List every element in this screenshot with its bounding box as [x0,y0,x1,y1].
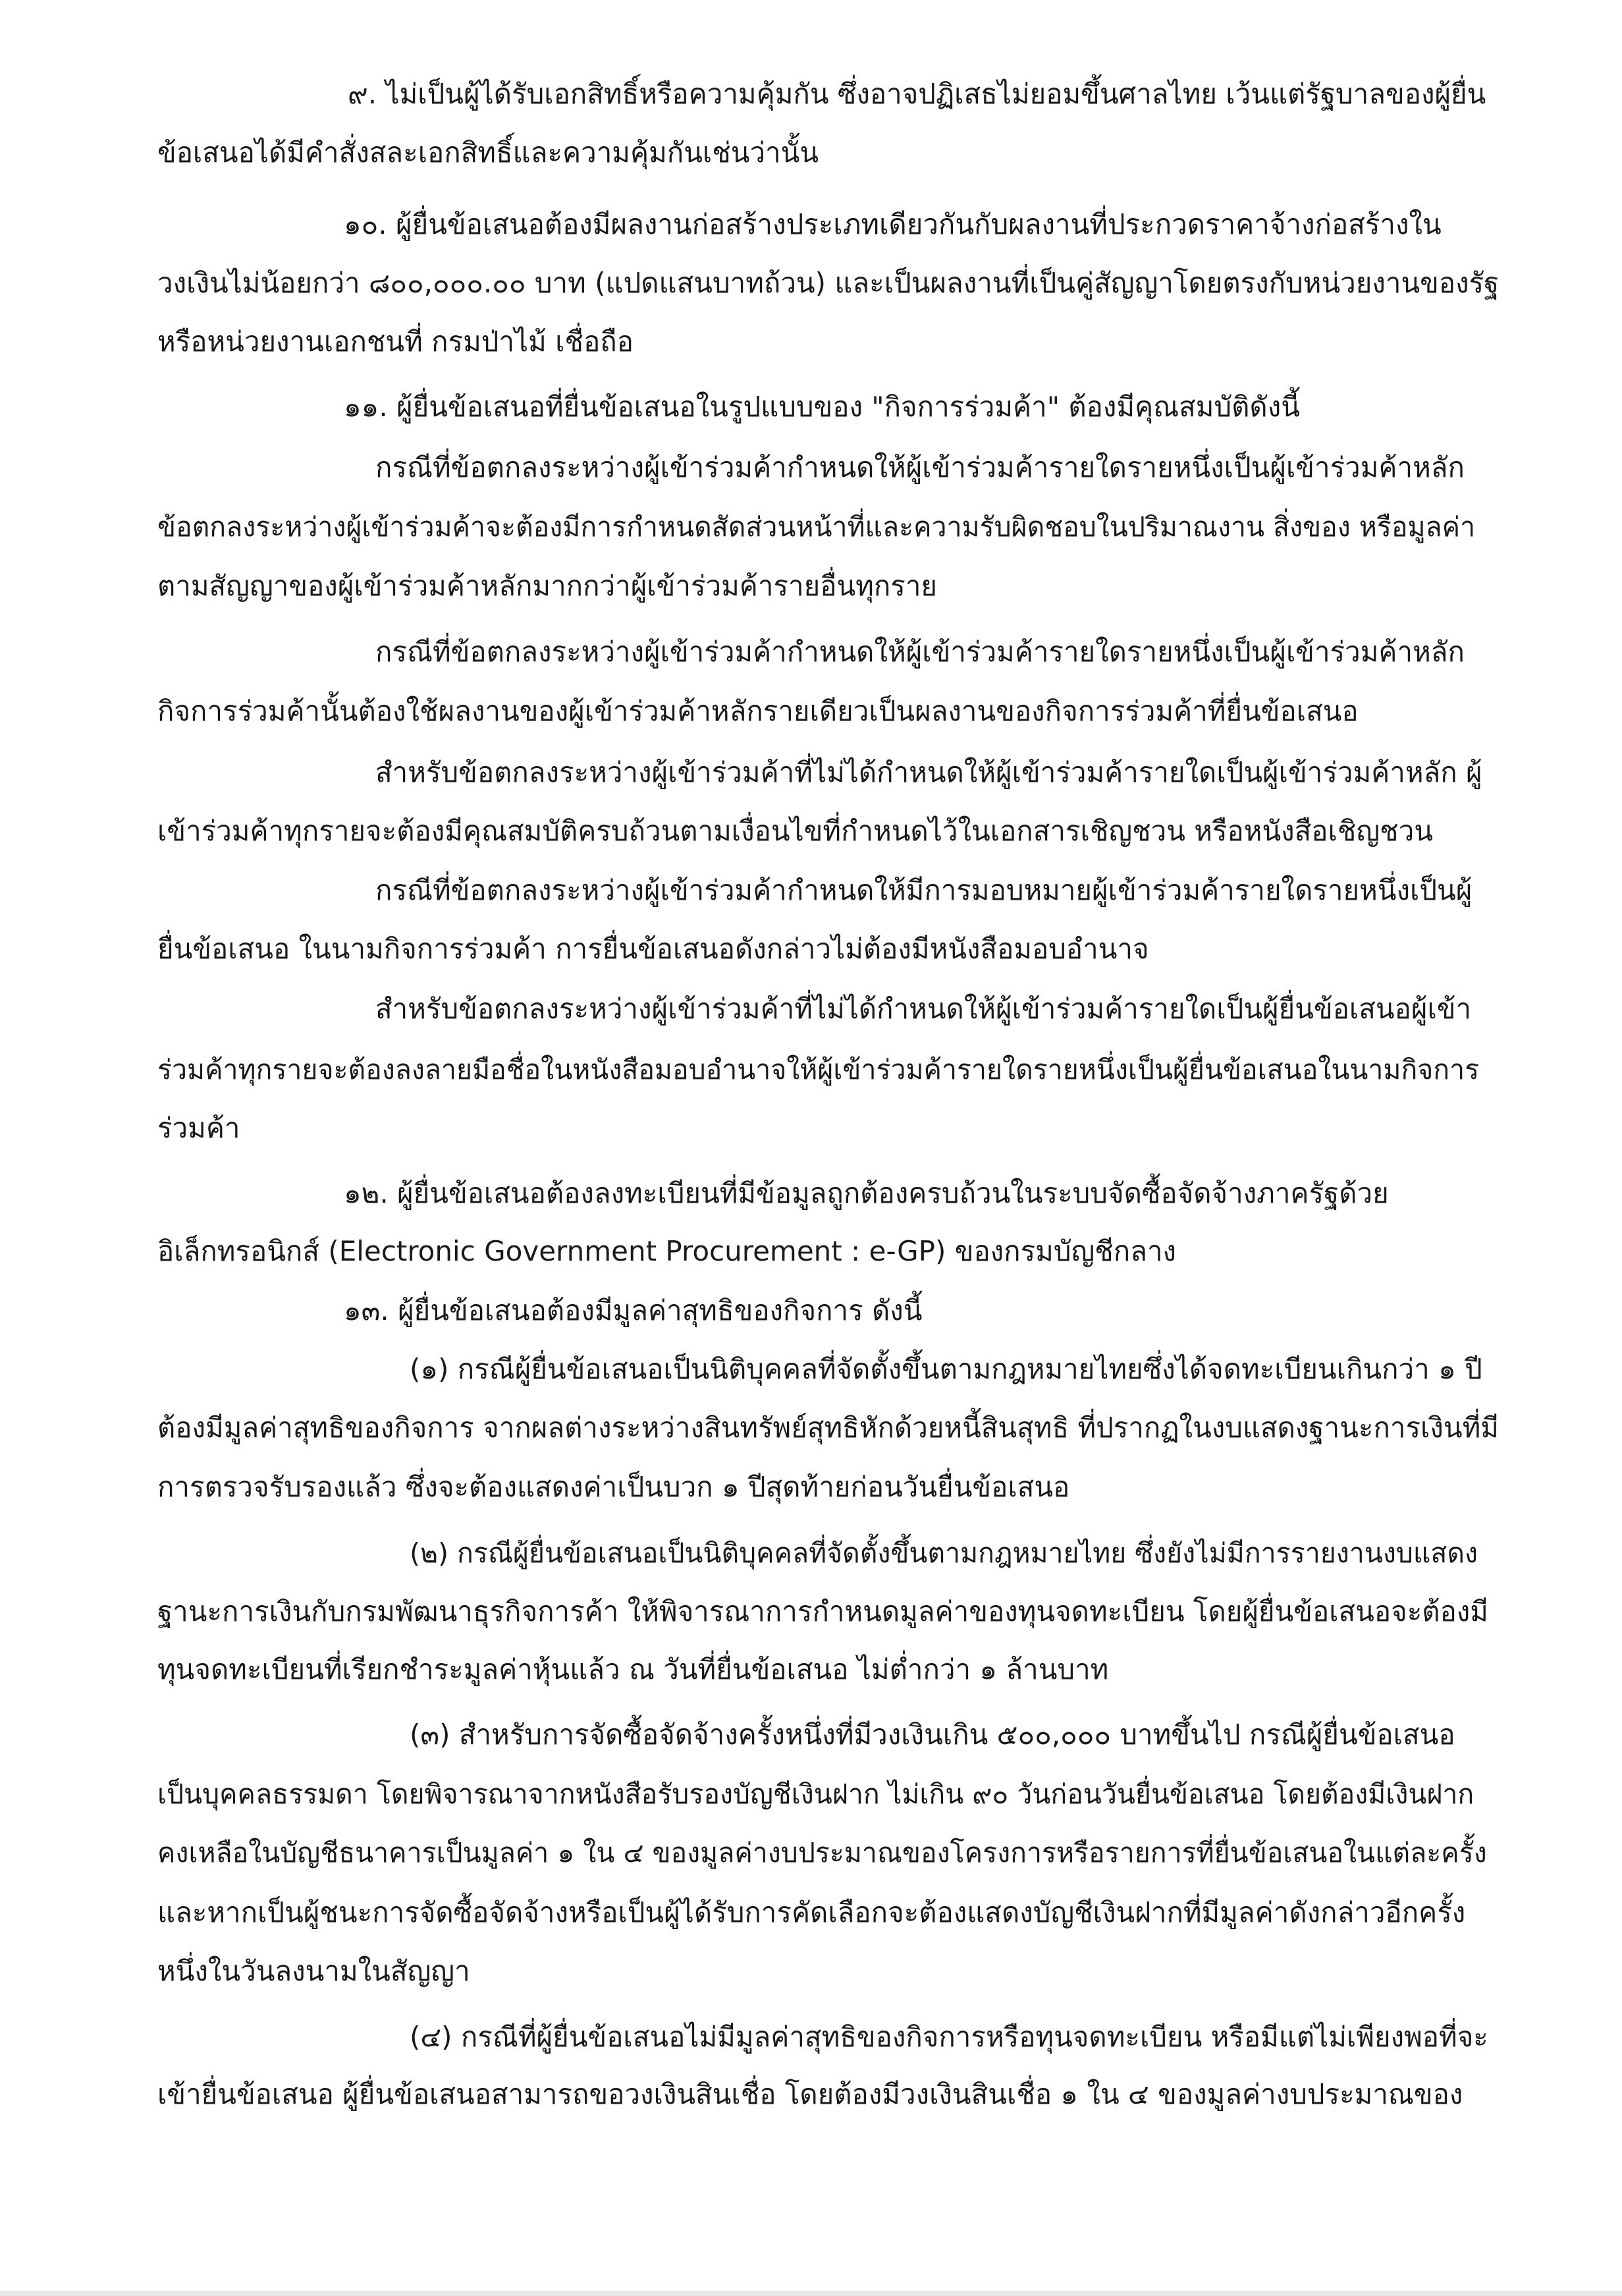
line-3: ๑๐. ผู้ยื่นข้อเสนอต้องมีผลงานก่อสร้างประเภทเดียวกันกับผลงานที่ประกวดราคาจ้างก่อสร้างใน [344,208,1442,240]
line-33: (๔) กรณีที่ผู้ยื่นข้อเสนอไม่มีมูลค่าสุทธิของกิจการหรือทุนจดทะเบียน หรือมีแต่ไม่เพียงพอที่จะ [410,2021,1488,2053]
line-14: กรณีที่ข้อตกลงระหว่างผู้เข้าร่วมค้ากำหนดให้มีการมอบหมายผู้เข้าร่วมค้ารายใดรายหนึ่งเป็นผู้ [375,874,1473,906]
line-8: ข้อตกลงระหว่างผู้เข้าร่วมค้าจะต้องมีการกำหนดสัดส่วนหน้าที่และความรับผิดชอบในปริมาณงาน สิ่งของ หรือมูลค่า [157,511,1476,543]
line-19: ๑๒. ผู้ยื่นข้อเสนอต้องลงทะเบียนที่มีข้อมูลถูกต้องครบถ้วนในระบบจัดซื้อจัดจ้างภาครัฐด้วย [344,1177,1389,1209]
line-13: เข้าร่วมค้าทุกรายจะต้องมีคุณสมบัติครบถ้วนตามเงื่อนไขที่กำหนดไว้ในเอกสารเชิญชวน หรือหนังสือเชิญชวน [157,815,1433,847]
line-32: หนึ่งในวันลงนามในสัญญา [157,1955,470,1987]
line-15: ยื่นข้อเสนอ ในนามกิจการร่วมค้า การยื่นข้อเสนอดังกล่าวไม่ต้องมีหนังสือมอบอำนาจ [157,933,1149,965]
line-16: สำหรับข้อตกลงระหว่างผู้เข้าร่วมค้าที่ไม่ได้กำหนดให้ผู้เข้าร่วมค้ารายใดเป็นผู้ยื่นข้อเสนอผู้เข้า [375,993,1472,1025]
line-31: และหากเป็นผู้ชนะการจัดซื้อจัดจ้างหรือเป็นผู้ได้รับการคัดเลือกจะต้องแสดงบัญชีเงินฝากที่มีมูลค่าดังกล่าวอีกครั้ง [157,1896,1466,1928]
line-10: กรณีที่ข้อตกลงระหว่างผู้เข้าร่วมค้ากำหนดให้ผู้เข้าร่วมค้ารายใดรายหนึ่งเป็นผู้เข้าร่วมค้าหลัก [375,636,1465,668]
line-29: เป็นบุคคลธรรมดา โดยพิจารณาจากหนังสือรับรองบัญชีเงินฝาก ไม่เกิน ๙๐ วันก่อนวันยื่นข้อเสนอ โดยต้องมีเงินฝาก [157,1778,1474,1810]
line-11: กิจการร่วมค้านั้นต้องใช้ผลงานของผู้เข้าร่วมค้าหลักรายเดียวเป็นผลงานของกิจการร่วมค้าที่ยื่นข้อเสนอ [157,695,1359,727]
line-22: (๑) กรณีผู้ยื่นข้อเสนอเป็นนิติบุคคลที่จัดตั้งขึ้นตามกฎหมายไทยซึ่งได้จดทะเบียนเกินกว่า ๑ ปี [410,1353,1482,1385]
line-2: ข้อเสนอได้มีคำสั่งสละเอกสิทธิ์และความคุ้มกันเช่นว่านั้น [157,136,819,169]
line-4: วงเงินไม่น้อยกว่า ๘๐๐,๐๐๐.๐๐ บาท (แปดแสนบาทถ้วน) และเป็นผลงานที่เป็นคู่สัญญาโดยตรงกับหน่วยงานของรัฐ [157,267,1500,299]
line-12: สำหรับข้อตกลงระหว่างผู้เข้าร่วมค้าที่ไม่ได้กำหนดให้ผู้เข้าร่วมค้ารายใดเป็นผู้เข้าร่วมค้าหลัก ผู้ [375,756,1482,788]
line-21: ๑๓. ผู้ยื่นข้อเสนอต้องมีมูลค่าสุทธิของกิจการ ดังนี้ [344,1294,923,1326]
line-9: ตามสัญญาของผู้เข้าร่วมค้าหลักมากกว่าผู้เข้าร่วมค้ารายอื่นทุกราย [157,570,938,602]
line-34: เข้ายื่นข้อเสนอ ผู้ยื่นข้อเสนอสามารถขอวงเงินสินเชื่อ โดยต้องมีวงเงินสินเชื่อ ๑ ใน ๔ ของมูลค่างบประมาณของ [157,2078,1463,2110]
line-6: ๑๑. ผู้ยื่นข้อเสนอที่ยื่นข้อเสนอในรูปแบบของ "กิจการร่วมค้า" ต้องมีคุณสมบัติดังนี้ [344,391,1300,423]
line-18: ร่วมค้า [157,1112,240,1144]
line-25: (๒) กรณีผู้ยื่นข้อเสนอเป็นนิติบุคคลที่จัดตั้งขึ้นตามกฎหมายไทย ซึ่งยังไม่มีการรายงานงบแสดง [410,1537,1478,1569]
line-28: (๓) สำหรับการจัดซื้อจัดจ้างครั้งหนึ่งที่มีวงเงินเกิน ๕๐๐,๐๐๐ บาทขึ้นไป กรณีผู้ยื่นข้อเสนอ [410,1718,1455,1751]
line-17: ร่วมค้าทุกรายจะต้องลงลายมือชื่อในหนังสือมอบอำนาจให้ผู้เข้าร่วมค้ารายใดรายหนึ่งเป็นผู้ยื่นข้อเสนอในนามกิจการ [157,1054,1480,1085]
line-27: ทุนจดทะเบียนที่เรียกชำระมูลค่าหุ้นแล้ว ณ วันที่ยื่นข้อเสนอ ไม่ต่ำกว่า ๑ ล้านบาท [157,1653,1109,1685]
page-bottom-edge [0,2291,1622,2296]
line-26: ฐานะการเงินกับกรมพัฒนาธุรกิจการค้า ให้พิจารณาการกำหนดมูลค่าของทุนจดทะเบียน โดยผู้ยื่นข้อเสนอจะต้องมี [157,1595,1488,1627]
line-7: กรณีที่ข้อตกลงระหว่างผู้เข้าร่วมค้ากำหนดให้ผู้เข้าร่วมค้ารายใดรายหนึ่งเป็นผู้เข้าร่วมค้าหลัก [375,451,1465,483]
line-24: การตรวจรับรองแล้ว ซึ่งจะต้องแสดงค่าเป็นบวก ๑ ปีสุดท้ายก่อนวันยื่นข้อเสนอ [157,1471,1070,1503]
line-1: ๙. ไม่เป็นผู้ได้รับเอกสิทธิ์หรือความคุ้มกัน ซึ่งอาจปฏิเสธไม่ยอมขึ้นศาลไทย เว้นแต่รัฐบาลของผู้ยื่น [348,78,1486,110]
line-30: คงเหลือในบัญชีธนาคารเป็นมูลค่า ๑ ใน ๔ ของมูลค่างบประมาณของโครงการหรือรายการที่ยื่นข้อเสนอในแต่ละครั้ง [157,1837,1487,1869]
line-23: ต้องมีมูลค่าสุทธิของกิจการ จากผลต่างระหว่างสินทรัพย์สุทธิหักด้วยหนี้สินสุทธิ ที่ปรากฏในงบแสดงฐานะการเงินที่มี [157,1411,1499,1444]
line-20: อิเล็กทรอนิกส์ (Electronic Government Procurement : e-GP) ของกรมบัญชีกลาง [157,1235,1177,1267]
line-5: หรือหน่วยงานเอกชนที่ กรมป่าไม้ เชื่อถือ [157,325,634,358]
